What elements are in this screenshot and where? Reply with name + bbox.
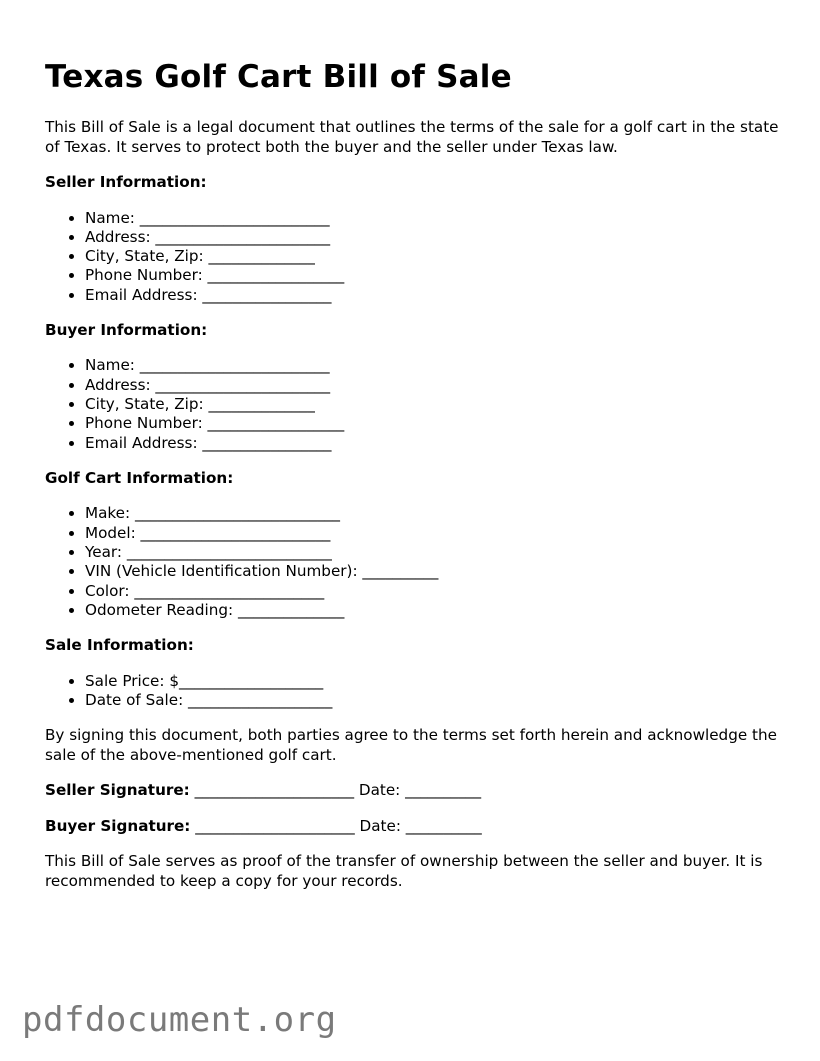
cart-make-field: • Make: ___________________________ bbox=[85, 504, 785, 523]
golf-cart-fields-list bbox=[45, 504, 785, 620]
buyer-signature-line bbox=[45, 817, 785, 837]
watermark-text: pdfdocument.org bbox=[22, 1000, 337, 1040]
buyer-fields-list bbox=[45, 356, 785, 452]
sale-fields-list bbox=[45, 672, 785, 711]
seller-email-field: • Email Address: _________________ bbox=[85, 286, 785, 305]
agreement-paragraph: By signing this document, both parties agree to the terms set forth herein and acknowledge the sale of the above-mentioned golf cart. bbox=[45, 726, 777, 764]
golf-cart-section-heading: Golf Cart Information: bbox=[45, 468, 234, 487]
seller-phone-field: • Phone Number: __________________ bbox=[85, 266, 785, 285]
seller-section-heading: Seller Information: bbox=[45, 173, 207, 191]
seller-address-field: • Address: _______________________ bbox=[85, 228, 785, 247]
cart-odometer-field: • Odometer Reading: ______________ bbox=[85, 601, 785, 620]
sale-section-heading: Sale Information: bbox=[45, 636, 194, 655]
seller-signature-label: Seller Signature: bbox=[45, 781, 190, 800]
seller-name-field: • Name: _________________________ bbox=[85, 209, 785, 228]
buyer-address-field: • Address: _______________________ bbox=[85, 376, 785, 395]
buyer-name-field: • Name: _________________________ bbox=[85, 356, 785, 375]
document-page bbox=[45, 56, 785, 891]
buyer-signature-label: Buyer Signature: bbox=[45, 816, 191, 835]
cart-year-field: • Year: ___________________________ bbox=[85, 543, 785, 562]
closing-paragraph: This Bill of Sale serves as proof of the transfer of ownership between the seller and buyer. It is recommended to keep a copy for your records. bbox=[45, 852, 763, 890]
seller-fields-list bbox=[45, 209, 785, 305]
intro-paragraph: This Bill of Sale is a legal document that outlines the terms of the sale for a golf cart in the state of Texas. It serves to protect both the buyer and the seller under Texas law. bbox=[45, 118, 779, 156]
cart-vin-field: • VIN (Vehicle Identification Number): __________ bbox=[85, 562, 785, 581]
sale-price-field: • Sale Price: $___________________ bbox=[85, 672, 785, 691]
buyer-phone-field: • Phone Number: __________________ bbox=[85, 414, 785, 433]
cart-model-field: • Model: _________________________ bbox=[85, 524, 785, 543]
page-title: Texas Golf Cart Bill of Sale bbox=[45, 59, 512, 95]
seller-city-state-zip-field: • City, State, Zip: ______________ bbox=[85, 247, 785, 266]
buyer-signature-blank: _____________________ Date: __________ bbox=[190, 816, 482, 835]
cart-color-field: • Color: _________________________ bbox=[85, 582, 785, 601]
buyer-city-state-zip-field: • City, State, Zip: ______________ bbox=[85, 395, 785, 414]
seller-signature-line bbox=[45, 781, 785, 801]
buyer-section-heading: Buyer Information: bbox=[45, 320, 208, 339]
buyer-email-field: • Email Address: _________________ bbox=[85, 434, 785, 453]
sale-date-field: • Date of Sale: ___________________ bbox=[85, 691, 785, 710]
seller-signature-blank: _____________________ Date: __________ bbox=[189, 781, 482, 800]
